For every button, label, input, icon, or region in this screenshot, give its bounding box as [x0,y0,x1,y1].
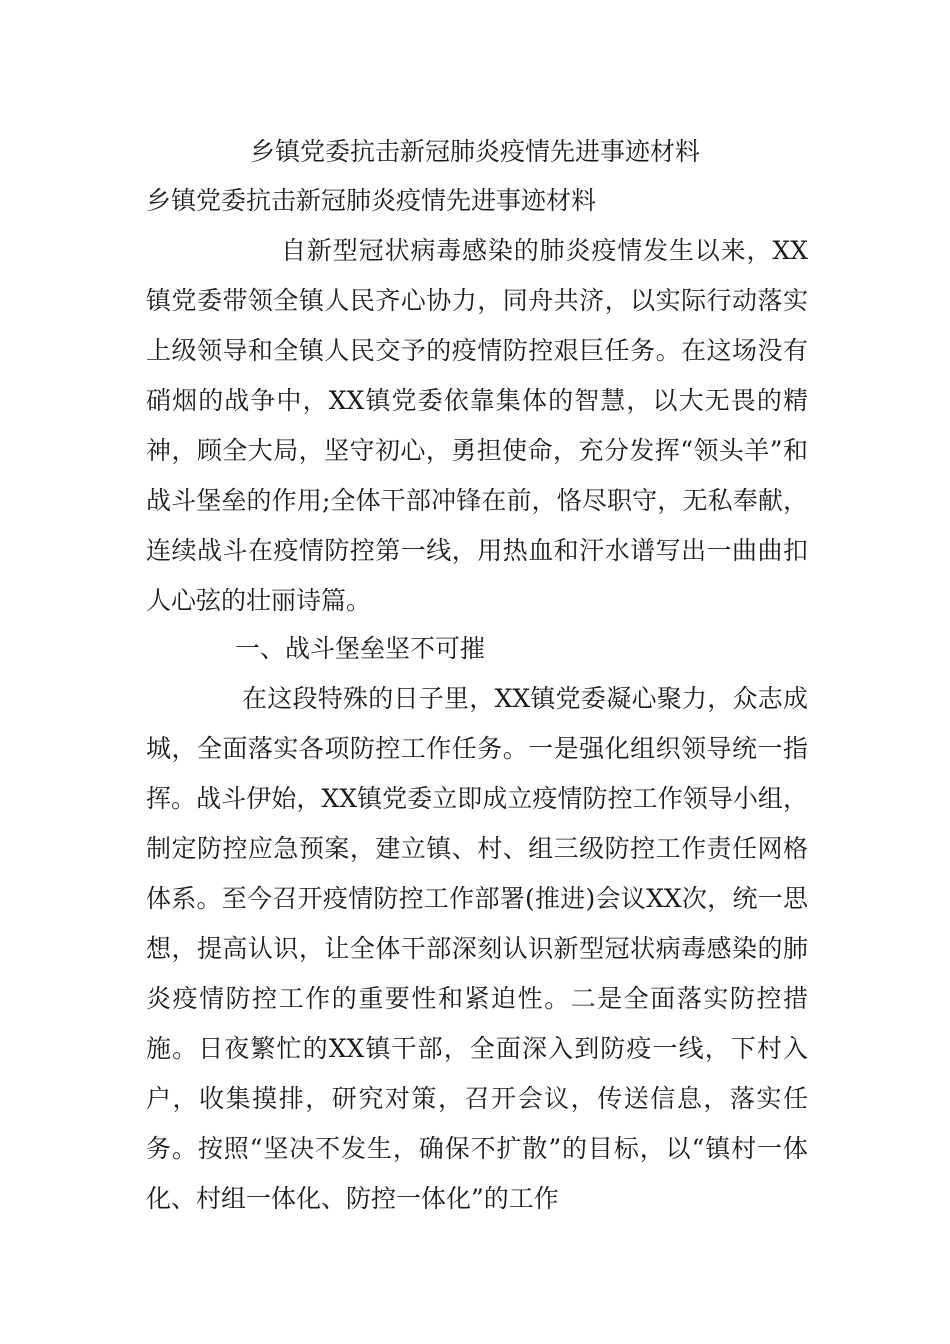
document-title: 乡镇党委抗击新冠肺炎疫情先进事迹材料 [249,137,700,166]
paragraph-intro: 自新型冠状病毒感染的肺炎疫情发生以来，XX镇党委带领全镇人民齐心协力，同舟共济，以实际行动落实上级领导和全镇人民交予的疫情防控艰巨任务。在这场没有硝烟的战争中，XX镇党委依靠集体的智慧，以大无畏的精神，顾全大局，坚守初心，勇担使命，充分发挥“领头羊”和战斗堡垒的作用;全体干部冲锋在前，恪尽职守，无私奉献，连续战斗在疫情防控第一线，用热血和汗水谱写出一曲曲扣人心弦的壮丽诗篇。 [146,236,808,615]
paragraph-section-1: 在这段特殊的日子里，XX镇党委凝心聚力，众志成城，全面落实各项防控工作任务。一是强化组织领导统一指挥。战斗伊始，XX镇党委立即成立疫情防控工作领导小组，制定防控应急预案，建立镇、村、组三级防控工作责任网格体系。至今召开疫情防控工作部署(推进)会议XX次，统一思想，提高认识，让全体干部深刻认识新型冠状病毒感染的肺炎疫情防控工作的重要性和紧迫性。二是全面落实防控措施。日夜繁忙的XX镇干部，全面深入到防疫一线，下村入户，收集摸排，研究对策，召开会议，传送信息，落实任务。按照“坚决不发生，确保不扩散”的目标，以“镇村一体化、村组一体化、防控一体化”的工作 [146,684,808,1213]
section-heading-1: 一、战斗堡垒坚不可摧 [235,634,486,663]
document-subtitle: 乡镇党委抗击新冠肺炎疫情先进事迹材料 [146,186,597,215]
